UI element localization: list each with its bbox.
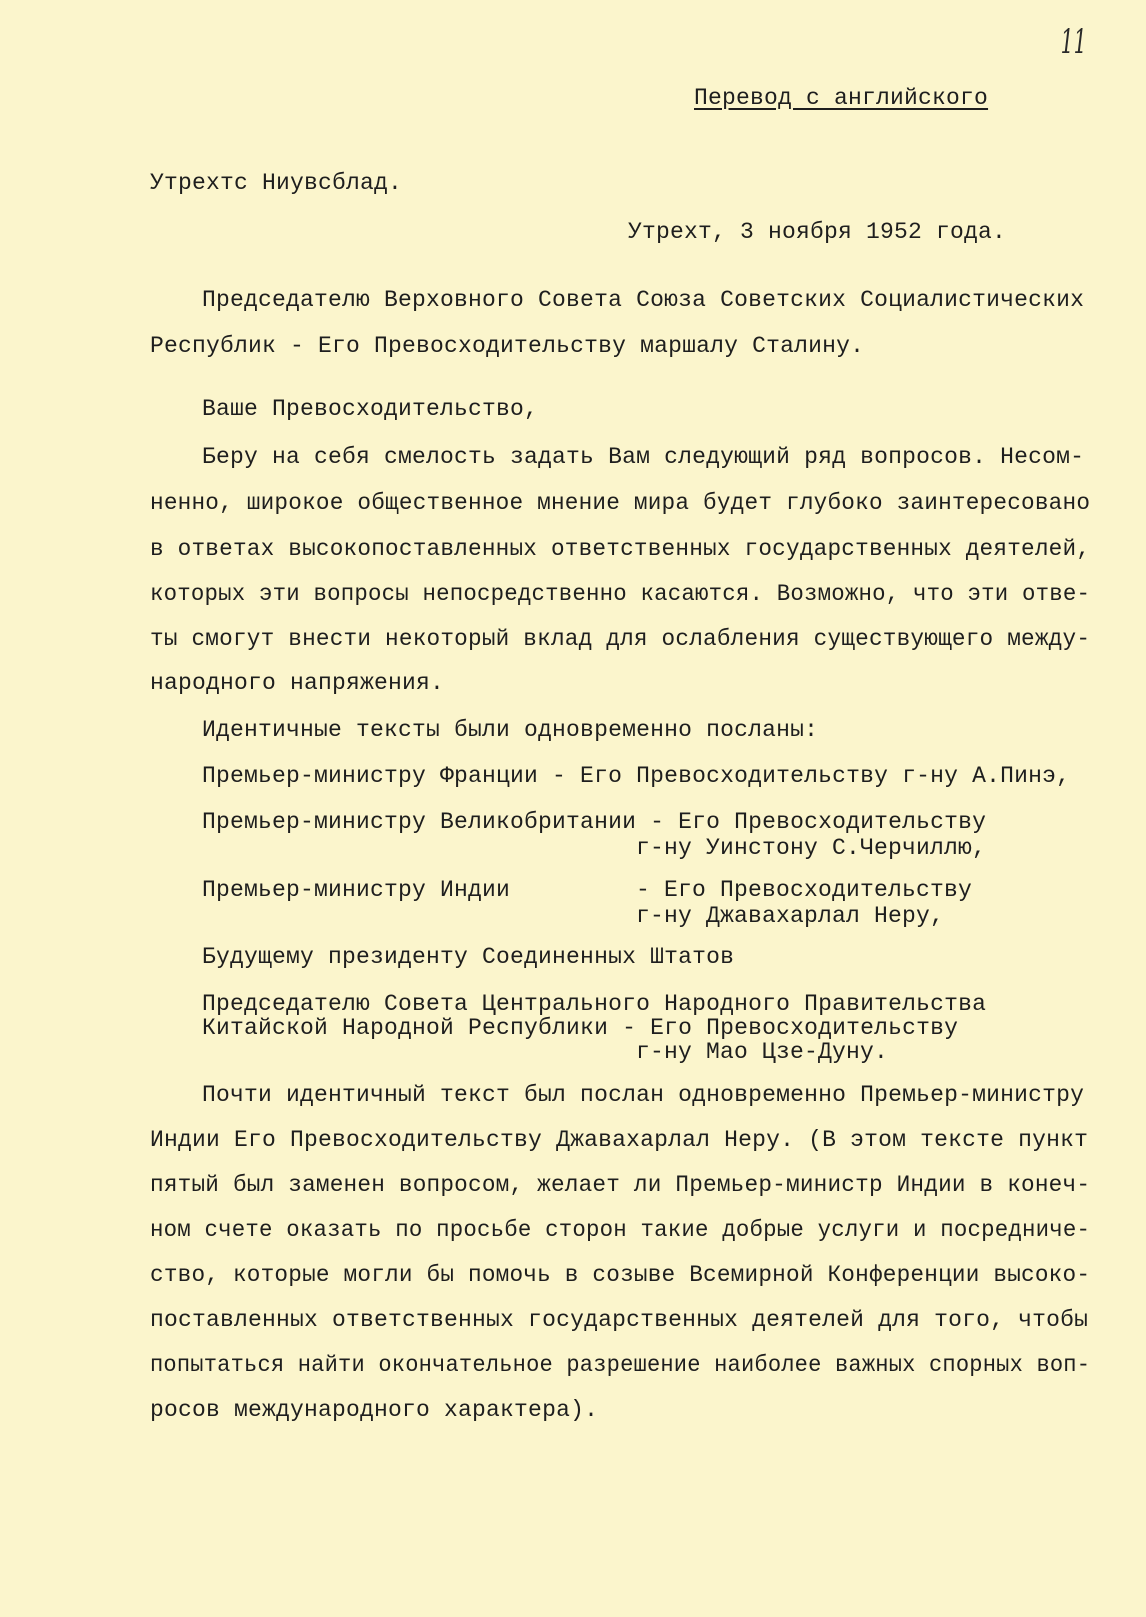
recipient-india: Премьер-министру Индии (202, 877, 511, 903)
paragraph-line: в ответах высокопоставленных ответственных государственных деятелей, (150, 536, 1091, 562)
translation-note: Перевод с английского (694, 85, 989, 111)
paragraph-line: росов международного характера). (150, 1397, 599, 1423)
recipient-china: Председателю Совета Центрального Народного Правительства (202, 991, 987, 1017)
paragraph-line: ненно, широкое общественное мнение мира будет глубоко заинтересовано (150, 490, 1091, 516)
place-and-date: Утрехт, 3 ноября 1952 года. (628, 219, 1007, 245)
recipient-china-name: г-ну Мао Цзе-Дуну. (636, 1039, 889, 1065)
recipient-india-title: - Его Превосходительству (636, 877, 973, 903)
paragraph-line: Почти идентичный текст был послан одновременно Премьер-министру (202, 1082, 1085, 1108)
recipient-uk-name: г-ну Уинстону С.Черчиллю, (636, 835, 987, 861)
salutation: Ваше Превосходительство, (202, 396, 539, 422)
recipients-intro: Идентичные тексты были одновременно посланы: (202, 717, 819, 743)
paragraph-line: пятый был заменен вопросом, желает ли Премьер-министр Индии в конеч- (150, 1172, 1091, 1198)
paragraph-line: народного напряжения. (150, 670, 445, 696)
paragraph-line: ты смогут внести некоторый вклад для ослабления существующего между- (150, 626, 1091, 652)
paragraph-line: ном счете оказать по просьбе сторон такие добрые услуги и посредниче- (150, 1217, 1091, 1243)
recipient-usa: Будущему президенту Соединенных Штатов (202, 944, 735, 970)
sender-newspaper: Утрехтс Ниувсблад. (150, 170, 403, 196)
paragraph-line: поставленных ответственных государственных деятелей для того, чтобы (150, 1307, 1089, 1333)
paragraph-line: Беру на себя смелость задать Вам следующий ряд вопросов. Несом- (202, 444, 1085, 470)
recipient-india-name: г-ну Джавахарлал Неру, (636, 903, 945, 929)
recipient-uk: Премьер-министру Великобритании - Его Превосходительству (202, 809, 987, 835)
page-number: 11 (1060, 22, 1087, 62)
paragraph-line: которых эти вопросы непосредственно касаются. Возможно, что эти отве- (150, 581, 1091, 607)
addressee-line: Председателю Верховного Совета Союза Советских Социалистических (202, 287, 1085, 313)
addressee-line: Республик - Его Превосходительству маршалу Сталину. (150, 333, 865, 359)
paragraph-line: попытаться найти окончательное разрешение наиболее важных спорных воп- (150, 1352, 1091, 1378)
recipient-france: Премьер-министру Франции - Его Превосходительству г-ну А.Пинэ, (202, 763, 1071, 789)
paragraph-line: Индии Его Превосходительству Джавахарлал Неру. (В этом тексте пункт (150, 1127, 1089, 1153)
recipient-china-line: Китайской Народной Республики - Его Превосходительству (202, 1015, 959, 1041)
paragraph-line: ство, которые могли бы помочь в созыве Всемирной Конференции высоко- (150, 1262, 1091, 1288)
